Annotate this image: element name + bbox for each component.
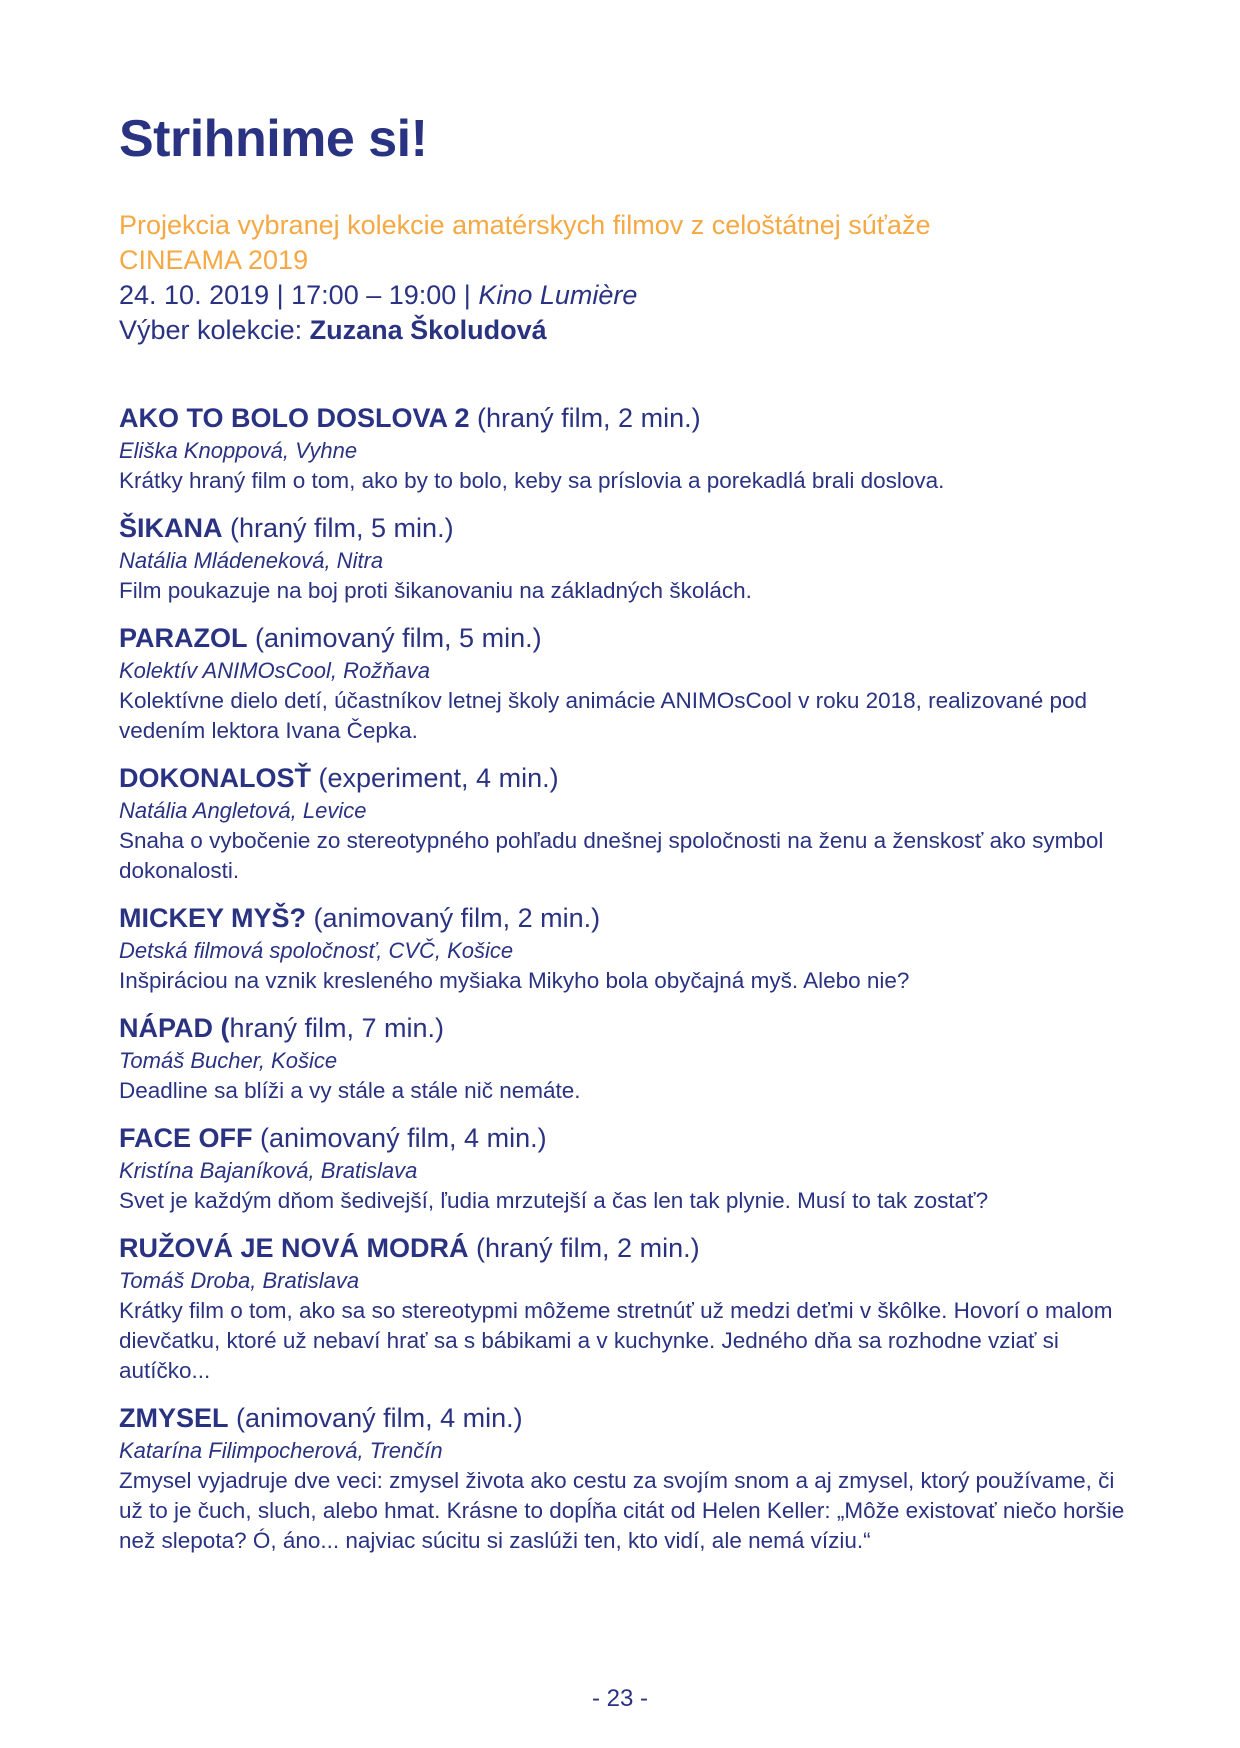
film-meta: (hraný film, 2 min.) <box>468 1233 700 1263</box>
film-author: Natália Angletová, Levice <box>119 798 367 823</box>
film-title <box>119 510 1129 546</box>
film-author: Eliška Knoppová, Vyhne <box>119 438 358 463</box>
film-name: AKO TO BOLO DOSLOVA 2 <box>119 403 470 433</box>
film-meta: hraný film, 7 min.) <box>229 1013 445 1043</box>
film-meta: (hraný film, 5 min.) <box>222 513 454 543</box>
film-title <box>119 900 1129 936</box>
film-description: Film poukazuje na boj proti šikanovaniu na základných školách. <box>119 578 752 603</box>
film-description: Deadline sa blíži a vy stále a stále nič nemáte. <box>119 1078 581 1103</box>
film-description: Krátky film o tom, ako sa so stereotypmi môžeme stretnúť už medzi deťmi v škôlke. Hovorí o malom dievčatku, ktoré už nebaví hrať sa s bábikami a v kuchynke. Jedného dňa sa rozhodne vziať si autíčko... <box>119 1298 1113 1383</box>
event-venue: Kino Lumière <box>478 280 638 310</box>
film-entry <box>119 1400 1129 1556</box>
film-entry <box>119 400 1129 496</box>
film-entry <box>119 1010 1129 1106</box>
film-list <box>119 400 1129 1570</box>
film-name: NÁPAD ( <box>119 1013 230 1043</box>
film-title <box>119 760 1129 796</box>
film-name: ZMYSEL <box>119 1403 229 1433</box>
page-number: - 23 - <box>591 1685 648 1712</box>
film-author: Kolektív ANIMOsCool, Rožňava <box>119 658 430 683</box>
film-meta: (animovaný film, 4 min.) <box>228 1403 523 1433</box>
film-name: FACE OFF <box>119 1123 253 1153</box>
event-datetime: 24. 10. 2019 | 17:00 – 19:00 | <box>119 280 479 310</box>
film-author: Kristína Bajaníková, Bratislava <box>119 1158 418 1183</box>
curator-label: Výber kolekcie: <box>119 315 310 345</box>
film-meta: (animovaný film, 2 min.) <box>306 903 601 933</box>
film-name: RUŽOVÁ JE NOVÁ MODRÁ <box>119 1233 469 1263</box>
film-meta: (experiment, 4 min.) <box>311 763 559 793</box>
film-meta: (animovaný film, 4 min.) <box>252 1123 547 1153</box>
film-name: DOKONALOSŤ <box>119 763 311 793</box>
film-entry <box>119 900 1129 996</box>
film-title <box>119 1400 1129 1436</box>
event-curator-line <box>119 313 1129 348</box>
event-subtitle <box>119 208 1129 278</box>
curator-name: Zuzana Školudová <box>309 315 547 345</box>
film-entry <box>119 510 1129 606</box>
film-name: PARAZOL <box>119 623 248 653</box>
film-title <box>119 1120 1129 1156</box>
film-description: Svet je každým dňom šedivejší, ľudia mrzutejší a čas len tak plynie. Musí to tak zostať? <box>119 1188 989 1213</box>
event-subtitle-line2: CINEAMA 2019 <box>119 245 309 275</box>
film-description: Kolektívne dielo detí, účastníkov letnej školy animácie ANIMOsCool v roku 2018, realizované pod vedením lektora Ivana Čepka. <box>119 688 1088 743</box>
film-description: Snaha o vybočenie zo stereotypného pohľadu dnešnej spoločnosti na ženu a ženskosť ako symbol dokonalosti. <box>119 828 1104 883</box>
film-description: Zmysel vyjadruje dve veci: zmysel života ako cestu za svojím snom a aj zmysel, ktorý používame, či už to je čuch, sluch, alebo hmat. Krásne to dopĺňa citát od Helen Keller: „Môže existovať niečo horšie než slepota? Ó, áno... najviac súcitu si zaslúži ten, kto vidí, ale nemá víziu.“ <box>119 1468 1125 1553</box>
film-title <box>119 1230 1129 1266</box>
film-author: Katarína Filimpocherová, Trenčín <box>119 1438 443 1463</box>
film-entry <box>119 620 1129 746</box>
event-datetime-line <box>119 278 1129 313</box>
film-title <box>119 620 1129 656</box>
film-meta: (animovaný film, 5 min.) <box>247 623 542 653</box>
event-info <box>119 208 1129 348</box>
film-title <box>119 1010 1129 1046</box>
film-entry <box>119 760 1129 886</box>
film-description: Inšpiráciou na vznik kresleného myšiaka Mikyho bola obyčajná myš. Alebo nie? <box>119 968 910 993</box>
film-meta: (hraný film, 2 min.) <box>469 403 701 433</box>
film-author: Tomáš Droba, Bratislava <box>119 1268 360 1293</box>
film-entry <box>119 1120 1129 1216</box>
film-author: Natália Mládeneková, Nitra <box>119 548 384 573</box>
event-subtitle-line1: Projekcia vybranej kolekcie amatérskych filmov z celoštátnej súťaže <box>119 210 931 240</box>
page-title: Strihnime si! <box>119 110 428 168</box>
film-author: Tomáš Bucher, Košice <box>119 1048 338 1073</box>
film-title <box>119 400 1129 436</box>
film-entry <box>119 1230 1129 1386</box>
film-author: Detská filmová spoločnosť, CVČ, Košice <box>119 938 514 963</box>
film-description: Krátky hraný film o tom, ako by to bolo, keby sa príslovia a porekadlá brali doslova. <box>119 468 945 493</box>
film-name: MICKEY MYŠ? <box>119 903 307 933</box>
film-name: ŠIKANA <box>119 513 223 543</box>
